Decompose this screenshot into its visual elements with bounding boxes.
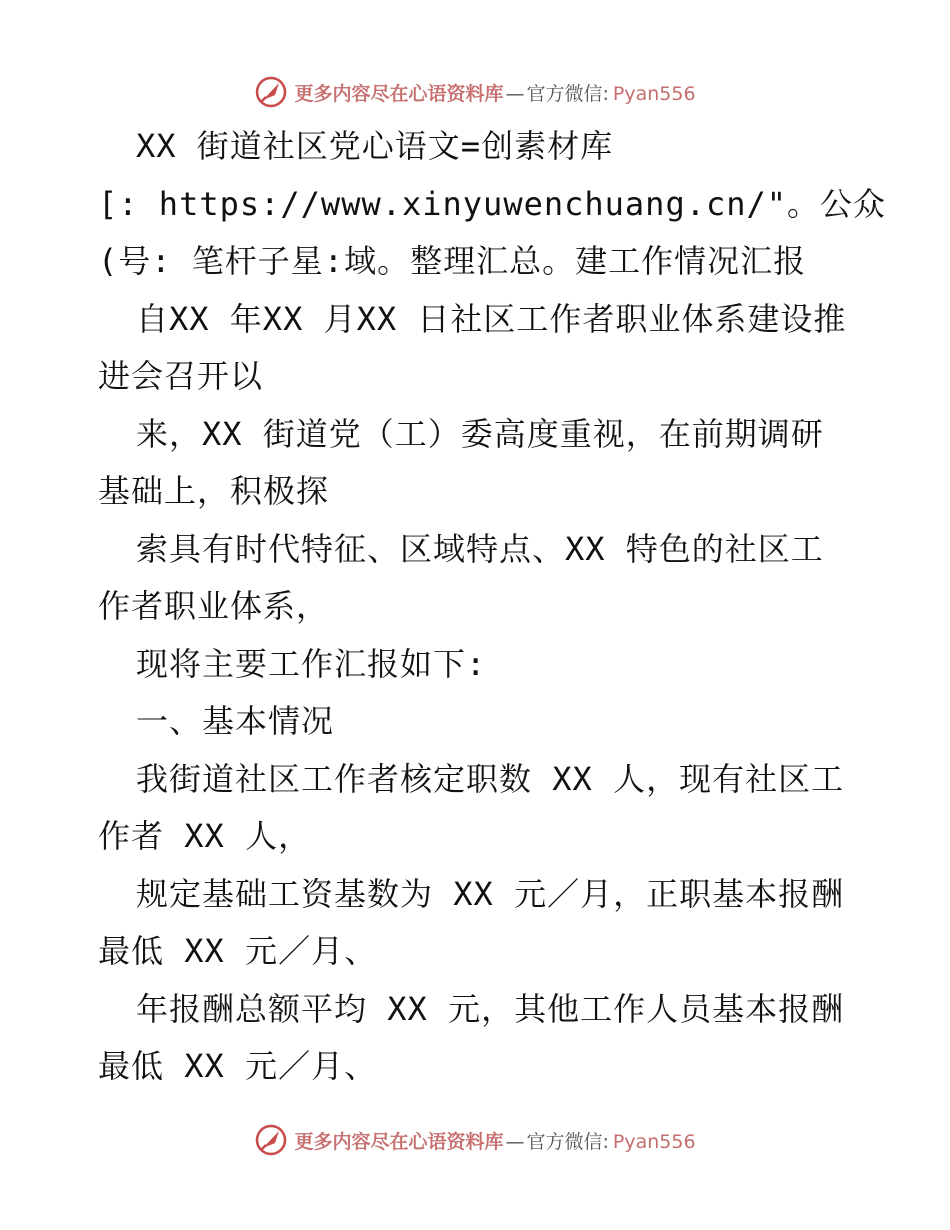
text-line: 规定基础工资基数为 XX 元／月，正职基本报酬 — [136, 874, 845, 913]
watermark-site: 更多内容尽在心语资料库 — [294, 1130, 504, 1153]
footer-watermark — [0, 1120, 950, 1160]
text-line: XX 街道社区党心语文=创素材库 — [136, 127, 614, 165]
document-body — [98, 118, 887, 1096]
watermark-dash: — — [505, 1130, 525, 1153]
text-line: (号: 笔杆子星:域。整理汇总。建工作情况汇报 — [98, 242, 807, 280]
text-line: [: https://www.xinyuwenchuang.cn/"。公众 — [98, 184, 887, 223]
text-line: 进会召开以 — [98, 357, 264, 395]
text-line: 自XX 年XX 月XX 日社区工作者职业体系建设推 — [136, 299, 847, 338]
watermark-contact-label: 官方微信: — [526, 1130, 609, 1153]
watermark-contact-label: 官方微信: — [526, 82, 609, 105]
watermark-dash: — — [505, 82, 525, 105]
watermark-wechat-id: Pyan556 — [612, 82, 696, 105]
quill-logo-icon — [254, 1123, 288, 1157]
text-line: 作者 XX 人， — [98, 817, 312, 855]
watermark-wechat-id: Pyan556 — [612, 1130, 696, 1153]
section-heading: 一、基本情况 — [136, 702, 335, 740]
text-line: 作者职业体系， — [98, 587, 330, 625]
text-line: 我街道社区工作者核定职数 XX 人，现有社区工 — [136, 759, 845, 798]
text-line: 现将主要工作汇报如下: — [136, 644, 487, 683]
text-line: 最低 XX 元／月、 — [98, 932, 378, 970]
quill-logo-icon — [254, 75, 288, 109]
text-line: 索具有时代特征、区域特点、XX 特色的社区工 — [136, 529, 824, 568]
header-watermark — [0, 72, 950, 112]
text-line: 来，XX 街道党（工）委高度重视，在前期调研 — [136, 414, 824, 453]
text-line: 年报酬总额平均 XX 元，其他工作人员基本报酬 — [136, 989, 845, 1028]
text-line: 基础上，积极探 — [98, 472, 330, 510]
watermark-site: 更多内容尽在心语资料库 — [294, 82, 504, 105]
text-line: 最低 XX 元／月、 — [98, 1047, 378, 1085]
